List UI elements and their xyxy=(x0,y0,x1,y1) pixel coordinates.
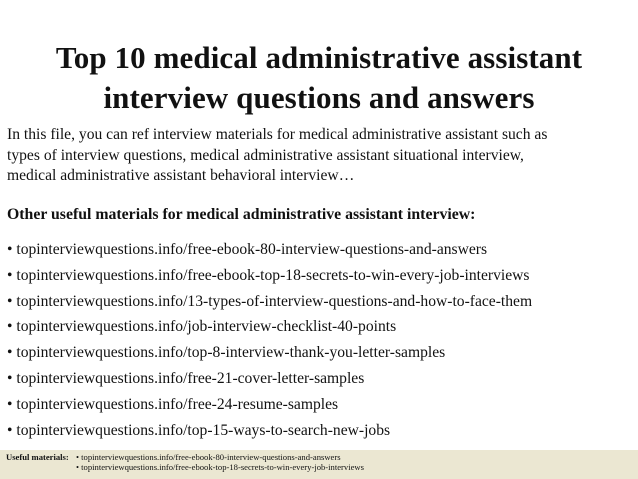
link-item[interactable]: • topinterviewquestions.info/free-24-resume-samples xyxy=(7,395,339,413)
page-title xyxy=(0,38,638,118)
link-item[interactable]: • topinterviewquestions.info/top-15-ways-to-search-new-jobs xyxy=(7,421,391,439)
intro-line-1: In this file, you can ref interview materials for medical administrative assistant such as xyxy=(7,126,548,143)
materials-link-list xyxy=(7,237,532,443)
footer-link-item[interactable]: • topinterviewquestions.info/free-ebook-80-interview-questions-and-answers xyxy=(76,452,341,462)
link-item[interactable]: • topinterviewquestions.info/job-interview-checklist-40-points xyxy=(7,318,397,336)
footer-bar xyxy=(0,450,638,479)
footer-label: Useful materials: xyxy=(6,452,69,462)
footer-links xyxy=(76,452,364,472)
title-line-1: Top 10 medical administrative assistant xyxy=(55,40,583,75)
intro-paragraph xyxy=(7,125,633,187)
link-item[interactable]: • topinterviewquestions.info/free-21-cover-letter-samples xyxy=(7,369,365,387)
intro-line-2: types of interview questions, medical administrative assistant situational interview, xyxy=(7,146,524,164)
title-line-2: interview questions and answers xyxy=(103,80,535,115)
other-materials-heading: Other useful materials for medical administrative assistant interview: xyxy=(7,206,476,223)
link-item[interactable]: • topinterviewquestions.info/free-ebook-80-interview-questions-and-answers xyxy=(7,241,488,258)
intro-line-3: medical administrative assistant behavioral interview… xyxy=(7,167,355,184)
footer-link-item[interactable]: • topinterviewquestions.info/free-ebook-top-18-secrets-to-win-every-job-interviews xyxy=(76,462,364,472)
link-item[interactable]: • topinterviewquestions.info/13-types-of-interview-questions-and-how-to-face-them xyxy=(7,292,533,310)
link-item[interactable]: • topinterviewquestions.info/top-8-interview-thank-you-letter-samples xyxy=(7,344,446,362)
link-item[interactable]: • topinterviewquestions.info/free-ebook-top-18-secrets-to-win-every-job-interviews xyxy=(7,266,530,284)
